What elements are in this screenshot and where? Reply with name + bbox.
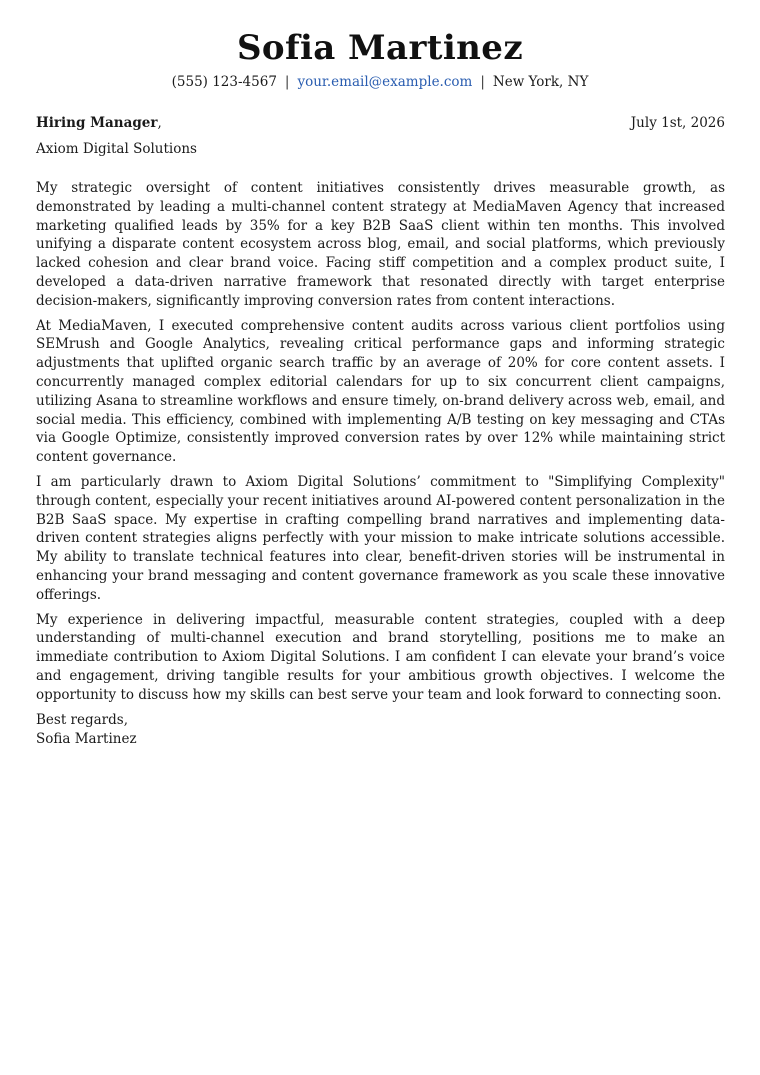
closing-signature: Sofia Martinez: [36, 730, 137, 747]
body-paragraph: My experience in delivering impactful, measurable content strategies, coupled with a deep understanding of multi-channel execution and brand storytelling, positions me to make an immediate contribution to Axiom Digital Solutions. I am confident I can elevate your brand’s voice and engagement, driving tangible results for your ambitious growth objectives. I welcome the opportunity to discuss how my skills can best serve your team and look forward to connecting soon.: [36, 611, 725, 703]
letter-date: July 1st, 2026: [630, 115, 725, 131]
phone-number: (555) 123-4567: [171, 74, 277, 90]
location: New York, NY: [492, 74, 589, 90]
contact-line: [0, 73, 760, 91]
contact-separator: |: [480, 74, 485, 90]
body-paragraph: I am particularly drawn to Axiom Digital Solutions’ commitment to "Simplifying Complexity" through content, especially your recent initiatives around AI-powered content personalization in the B2B SaaS space. My expertise in crafting compelling brand narratives and implementing data-driven content strategies aligns perfectly with your mission to make intricate solutions accessible. My ability to translate technical features into clear, benefit-driven stories will be instrumental in enhancing your brand messaging and content governance framework as you scale these innovative offerings.: [36, 473, 725, 603]
recipient-title: [36, 114, 162, 133]
letter-body: [36, 114, 725, 749]
contact-separator: |: [284, 74, 290, 90]
closing-block: [36, 711, 725, 749]
body-paragraph: My strategic oversight of content initiatives consistently drives measurable growth, as demonstrated by leading a multi-channel content strategy at MediaMaven Agency that increased marketing qualified leads by 35% for a key B2B SaaS client within ten months. This involved unifying a disparate content ecosystem across blog, email, and social platforms, which previously lacked cohesion and clear brand voice. Facing stiff competition and a complex product suite, I developed a data-driven narrative framework that resonated directly with target enterprise decision-makers, significantly improving conversion rates from content interactions.: [36, 180, 725, 309]
body-paragraph: At MediaMaven, I executed comprehensive content audits across various client portfolios using SEMrush and Google Analytics, revealing critical performance gaps and informing strategic adjustments that uplifted organic search traffic by an average of 20% for core content assets. I concurrently managed complex editorial calendars for up to six concurrent client campaigns, utilizing Asana to streamline workflows and ensure timely, on-brand delivery across web, email, and social media. This efficiency, combined with implementing A/B testing on key messaging and CTAs via Google Optimize, consistently improved conversion rates by over 12% while maintaining strict content governance.: [36, 317, 725, 466]
recipient-row: [36, 114, 725, 133]
hiring-manager-label: Hiring Manager: [36, 115, 158, 131]
recipient-company: Axiom Digital Solutions: [36, 141, 197, 157]
applicant-name: Sofia Martinez: [236, 28, 524, 68]
email-link[interactable]: your.email@example.com: [297, 74, 473, 90]
recipient-title-suffix: ,: [157, 115, 162, 131]
closing-salutation: Best regards,: [36, 711, 129, 728]
